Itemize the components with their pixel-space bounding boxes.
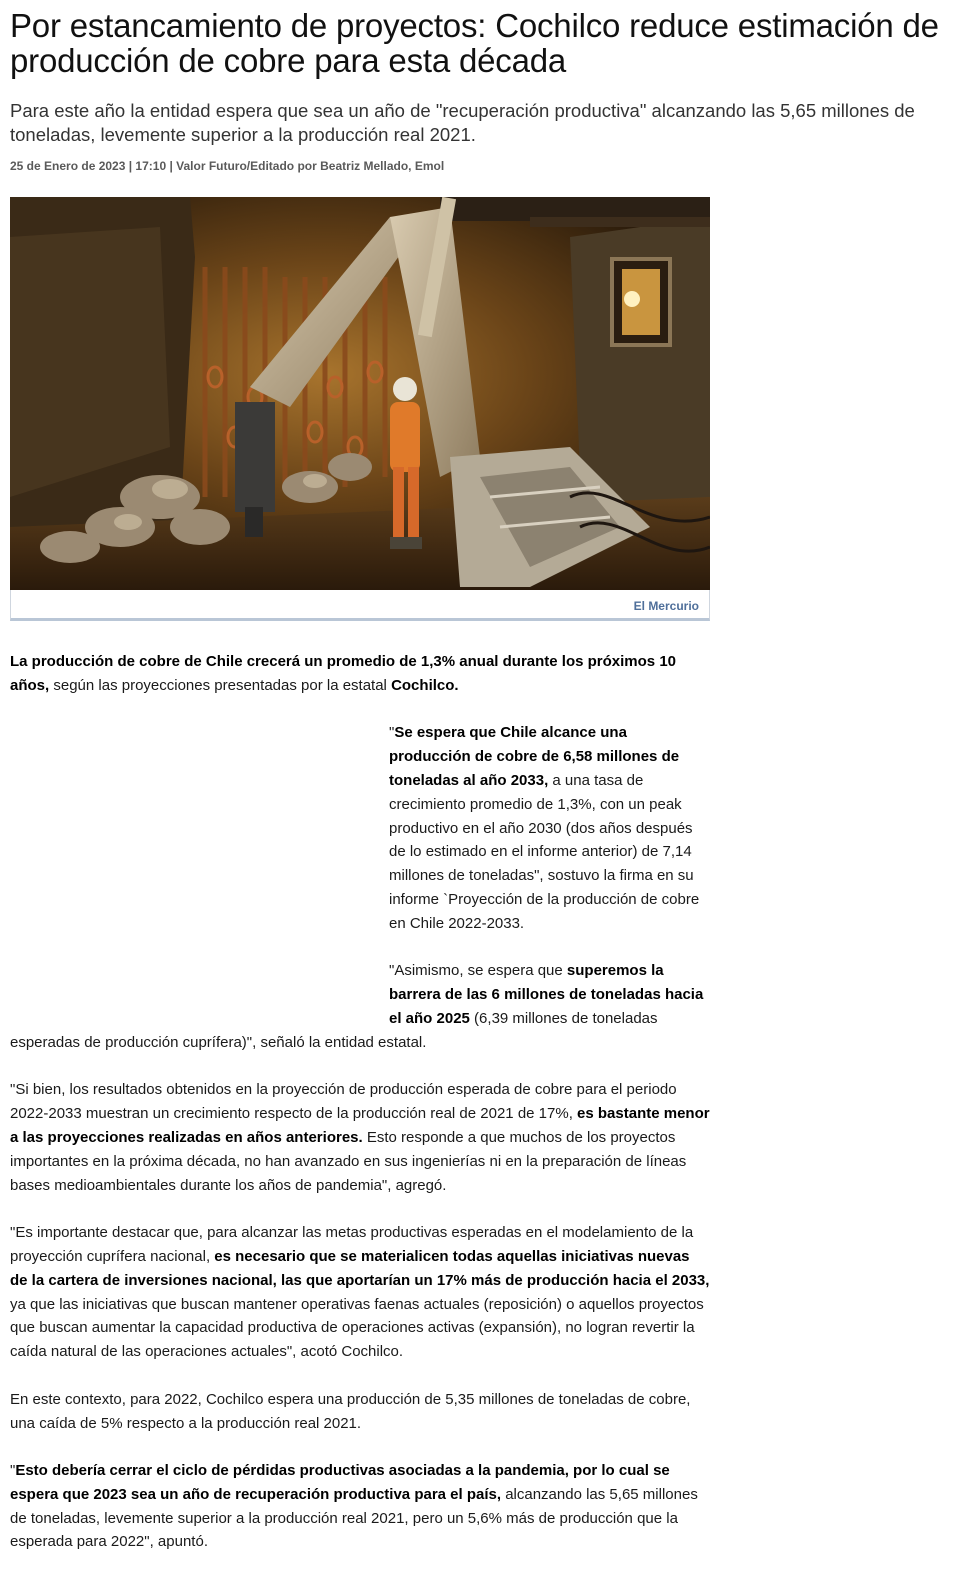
article-page [10, 0, 950, 173]
p5-text-1: "Es importante destacar que, para alcanzar las metas productivas esperadas en el modelamiento de la proyección cuprífera nacional, [10, 1224, 694, 1265]
p6-text-1: En este contexto, para 2022, Cochilco espera una producción de 5,35 millones de toneladas de cobre, una caída de 5% respecto a la producción real 2021. [10, 1390, 691, 1432]
p7-bold-1: Esto debería cerrar el ciclo de pérdidas productivas asociadas a la pandemia, por lo cual se espera que 2023 sea un año de recuperación productiva para el país, [10, 1462, 670, 1503]
p1-bold-1: La producción de cobre de Chile crecerá un promedio de 1,3% anual durante los próximos 10 años, [10, 653, 677, 694]
p1-text-1: según las proyecciones presentadas por la estatal [49, 676, 392, 694]
p7-text-2: alcanzando las 5,65 millones de toneladas, levemente superior a la producción real 2021, pero un 5,6% más de producción que la esperada para 2022", apuntó. [10, 1485, 698, 1551]
photo-caption: El Mercurio [10, 590, 710, 621]
p4-text-2: Esto responde a que muchos de los proyectos importantes en la próxima década, no han avanzado en sus ingenierías ni en la preparación de líneas bases medioambientales durante los años de pandemia", agregó. [10, 1128, 687, 1194]
article-body [10, 650, 710, 1578]
p4-text-1: "Si bien, los resultados obtenidos en la proyección de producción esperada de cobre para el periodo 2022-2033 muestran un crecimiento respecto de la producción real de 2021 de 17%, [10, 1081, 677, 1123]
p2-text-1: " [389, 724, 395, 742]
p5-text-2: ya que las iniciativas que buscan mantener operativas faenas actuales (reposición) o aquellos proyectos que buscan aumentar la capacidad productiva de operaciones activas (expansión), no logran revertir la caída natural de las operaciones actuales", acotó Cochilco. [10, 1295, 704, 1361]
p7-text-1: " [10, 1462, 16, 1480]
article-figure [10, 197, 710, 621]
paragraph-6 [10, 1388, 710, 1436]
p3-text-1: "Asimismo, se espera que [389, 962, 567, 980]
mining-photo[interactable] [10, 197, 710, 590]
lead-paragraph: Para este año la entidad espera que sea un año de "recuperación productiva" alcanzando las 5,65 millones de toneladas, levemente superior a la producción real 2021. [10, 100, 915, 145]
p3-bold-1: superemos la barrera de las 6 millones de toneladas hacia el año 2025 [389, 962, 704, 1027]
headline: Por estancamiento de proyectos: Cochilco reduce estimación de producción de cobre para esta década [10, 7, 939, 79]
p5-bold-1: es necesario que se materialicen todas aquellas iniciativas nuevas de la cartera de inversiones nacional, las que aportarían un 17% más de producción hacia el 2033, [10, 1247, 710, 1289]
p2-text-2: a una tasa de crecimiento promedio de 1,3%, con un peak productivo en el año 2030 (dos años después de lo estimado en el informe anterior) de 7,14 millones de toneladas", sostuvo la firma en su informe `Proyección de la producción de cobre en Chile 2022-2033. [389, 771, 700, 932]
paragraph-4 [10, 1078, 710, 1197]
paragraph-7 [10, 1459, 710, 1554]
ad-placeholder [10, 721, 389, 1013]
p2-bold-1: Se espera que Chile alcance una producción de cobre de 6,58 millones de toneladas al año 2033, [389, 724, 680, 789]
paragraph-5 [10, 1221, 710, 1364]
p4-bold-1: es bastante menor a las proyecciones realizadas en años anteriores. [10, 1105, 710, 1146]
paragraph-1 [10, 650, 710, 698]
byline: 25 de Enero de 2023 | 17:10 | Valor Futuro/Editado por Beatriz Mellado, Emol [10, 159, 445, 173]
p3-text-2: (6,39 millones de toneladas esperadas de producción cuprífera)", señaló la entidad estatal. [10, 1009, 658, 1051]
p1-bold-2: Cochilco. [391, 676, 459, 694]
